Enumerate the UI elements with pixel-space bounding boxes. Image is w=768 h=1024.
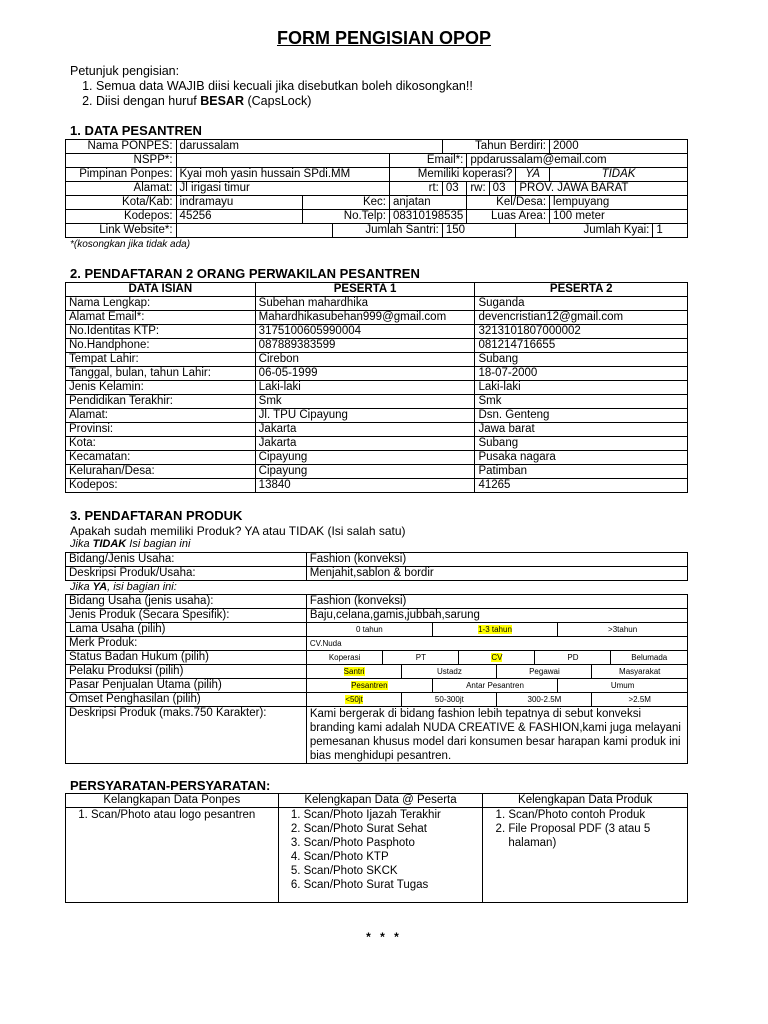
- note-text: Jika: [70, 581, 93, 593]
- lama-usaha-label: Lama Usaha (pilih): [66, 623, 307, 637]
- peserta-table: [65, 282, 688, 493]
- instruction-text: Diisi dengan huruf: [96, 94, 201, 108]
- persyaratan-col-ponpes: [66, 808, 279, 903]
- jika-ya-note: [70, 581, 177, 593]
- peserta-1-value[interactable]: Mahardhikasubehan999@gmail.com: [255, 311, 475, 325]
- peserta-1-value[interactable]: 3175100605990004: [255, 325, 475, 339]
- persyaratan-header-produk: Kelengkapan Data Produk: [483, 794, 688, 808]
- nama-ponpes-label: Nama PONPES:: [66, 140, 177, 154]
- instructions: [70, 64, 473, 109]
- peserta-field-label: Kecamatan:: [66, 451, 256, 465]
- persyaratan-table: [65, 793, 688, 903]
- peserta-1-value[interactable]: Cirebon: [255, 353, 475, 367]
- pimpinan-label: Pimpinan Ponpes:: [66, 168, 177, 182]
- page-title: FORM PENGISIAN OPOP: [276, 28, 492, 48]
- selected-highlight: CV: [491, 653, 503, 662]
- bidang-usaha-label: Bidang/Jenis Usaha:: [66, 553, 307, 567]
- table-row: [66, 325, 688, 339]
- produk-tidak-table: [65, 552, 688, 581]
- deskripsi-usaha-value[interactable]: Menjahit,sablon & bordir: [306, 567, 687, 581]
- merk-value[interactable]: CV.Nuda: [306, 637, 687, 651]
- instructions-heading: Petunjuk pengisian:: [70, 64, 180, 78]
- luas-area-label: Luas Area:: [467, 210, 550, 224]
- merk-label: Merk Produk:: [66, 637, 307, 651]
- peserta-1-value[interactable]: Jakarta: [255, 423, 475, 437]
- telp-label: No.Telp:: [303, 210, 390, 224]
- pasar-option[interactable]: Umum: [610, 681, 635, 690]
- omset-option[interactable]: [307, 693, 402, 706]
- koperasi-ya-option[interactable]: YA: [516, 168, 550, 182]
- lama-usaha-option[interactable]: >3tahun: [608, 625, 638, 634]
- note-emphasis: TIDAK: [92, 538, 127, 550]
- pelaku-option[interactable]: Masyarakat: [619, 667, 661, 676]
- requirement-item: 6. Scan/Photo Surat Tugas: [304, 878, 480, 892]
- peserta-field-label: Alamat:: [66, 409, 256, 423]
- jika-tidak-note: [70, 538, 190, 550]
- peserta-field-label: Kodepos:: [66, 479, 256, 493]
- pelaku-option[interactable]: [307, 665, 402, 678]
- deskripsi-produk-label: Deskripsi Produk (maks.750 Karakter):: [66, 707, 307, 764]
- peserta-1-value[interactable]: Cipayung: [255, 451, 475, 465]
- peserta-field-label: Pendidikan Terakhir:: [66, 395, 256, 409]
- status-grid: [307, 651, 687, 664]
- omset-grid: [307, 693, 687, 706]
- peserta-2-value[interactable]: Dsn. Genteng: [475, 409, 688, 423]
- nspp-value[interactable]: [176, 154, 389, 168]
- pelaku-options: [306, 665, 687, 679]
- pelaku-option[interactable]: Ustadz: [402, 665, 497, 678]
- kec-label: Kec:: [303, 196, 390, 210]
- selected-highlight: Pesantren: [351, 681, 388, 690]
- lama-usaha-option[interactable]: 0 tahun: [307, 623, 432, 636]
- persyaratan-col-produk: [483, 808, 688, 903]
- deskripsi-usaha-label: Deskripsi Produk/Usaha:: [66, 567, 307, 581]
- table-row: [66, 437, 688, 451]
- peserta-requirements-list: [282, 808, 480, 892]
- note-text: Jika: [70, 538, 93, 550]
- requirement-item: 1. Scan/Photo atau logo pesantren: [91, 808, 275, 822]
- peserta-field-label: Tempat Lahir:: [66, 353, 256, 367]
- peserta-header-2: PESERTA 2: [475, 283, 688, 297]
- jumlah-kyai-label: Jumlah Kyai:: [583, 224, 650, 236]
- kodepos-value[interactable]: 45256: [176, 210, 303, 224]
- instruction-text: (CapsLock): [244, 94, 312, 108]
- peserta-field-label: No.Handphone:: [66, 339, 256, 353]
- jumlah-kyai-cell: [516, 224, 688, 238]
- table-row: [66, 367, 688, 381]
- omset-option[interactable]: 300-2.5M: [497, 693, 592, 706]
- kel-label: Kel/Desa:: [467, 196, 550, 210]
- optional-note: *(kosongkan jika tidak ada): [70, 239, 191, 250]
- note-emphasis: YA: [92, 581, 108, 593]
- peserta-header-1: PESERTA 1: [255, 283, 475, 297]
- peserta-2-value[interactable]: Pusaka nagara: [475, 451, 688, 465]
- requirement-item: 1. Scan/Photo contoh Produk: [508, 808, 684, 822]
- instruction-item: [96, 94, 473, 109]
- pimpinan-value[interactable]: Kyai moh yasin hussain SPdi.MM: [176, 168, 389, 182]
- status-option[interactable]: PT: [383, 651, 459, 664]
- peserta-field-label: No.Identitas KTP:: [66, 325, 256, 339]
- omset-options: [306, 693, 687, 707]
- peserta-1-value[interactable]: 087889383599: [255, 339, 475, 353]
- note-text: , isi bagian ini:: [107, 581, 177, 593]
- peserta-2-value[interactable]: Jawa barat: [475, 423, 688, 437]
- pelaku-label: Pelaku Produksi (pilih): [66, 665, 307, 679]
- persyaratan-header-ponpes: Kelangkapan Data Ponpes: [66, 794, 279, 808]
- website-value[interactable]: [176, 224, 333, 238]
- rw-label: rw:: [467, 182, 489, 196]
- tahun-berdiri-label: Tahun Berdiri:: [442, 140, 549, 154]
- status-option[interactable]: PD: [535, 651, 611, 664]
- instruction-emphasis: BESAR: [200, 94, 244, 108]
- kel-value[interactable]: lempuyang: [550, 196, 688, 210]
- peserta-1-value[interactable]: 13840: [255, 479, 475, 493]
- email-value[interactable]: ppdarussalam@email.com: [467, 154, 688, 168]
- requirement-item: 2. Scan/Photo Surat Sehat: [304, 822, 480, 836]
- kota-value[interactable]: indramayu: [176, 196, 303, 210]
- pasar-grid: [307, 679, 687, 692]
- ponpes-requirements-list: [69, 808, 275, 822]
- section-4-heading: PERSYARATAN-PERSYARATAN:: [70, 778, 271, 793]
- pelaku-option[interactable]: Pegawai: [497, 665, 592, 678]
- omset-label: Omset Penghasilan (pilih): [66, 693, 307, 707]
- peserta-field-label: Nama Lengkap:: [66, 297, 256, 311]
- peserta-2-value[interactable]: Subang: [475, 437, 688, 451]
- data-pesantren-table: [65, 139, 688, 238]
- table-row: [66, 339, 688, 353]
- instruction-item: 1. Semua data WAJIB diisi kecuali jika disebutkan boleh dikosongkan!!: [96, 79, 473, 94]
- jumlah-santri-value[interactable]: 150: [442, 224, 515, 238]
- section-2-heading: 2. PENDAFTARAN 2 ORANG PERWAKILAN PESANTREN: [70, 266, 420, 281]
- rt-label: rt:: [389, 182, 442, 196]
- requirement-item: 5. Scan/Photo SKCK: [304, 864, 480, 878]
- requirement-item: 3. Scan/Photo Pasphoto: [304, 836, 480, 850]
- peserta-1-value[interactable]: Cipayung: [255, 465, 475, 479]
- status-options: [306, 651, 687, 665]
- luas-area-value[interactable]: 100 meter: [550, 210, 688, 224]
- peserta-2-value[interactable]: 3213101807000002: [475, 325, 688, 339]
- kec-value[interactable]: anjatan: [389, 196, 466, 210]
- table-row: [66, 451, 688, 465]
- peserta-2-value[interactable]: Patimban: [475, 465, 688, 479]
- table-row: [66, 479, 688, 493]
- bu-label: Bidang Usaha (jenis usaha):: [66, 595, 307, 609]
- telp-value[interactable]: 08310198535: [389, 210, 466, 224]
- persyaratan-col-peserta: [278, 808, 483, 903]
- peserta-2-value[interactable]: 081214716655: [475, 339, 688, 353]
- peserta-1-value[interactable]: Smk: [255, 395, 475, 409]
- table-row: [66, 311, 688, 325]
- rt-value[interactable]: 03: [442, 182, 466, 196]
- selected-highlight: 1-3 tahun: [478, 625, 512, 634]
- peserta-1-value[interactable]: Jakarta: [255, 437, 475, 451]
- bidang-usaha-value[interactable]: Fashion (konveksi): [306, 553, 687, 567]
- kota-label: Kota/Kab:: [66, 196, 177, 210]
- jumlah-kyai-value[interactable]: 1: [653, 224, 687, 237]
- table-row: [66, 353, 688, 367]
- peserta-1-value[interactable]: 06-05-1999: [255, 367, 475, 381]
- website-label: Link Website*:: [66, 224, 177, 238]
- pelaku-grid: [307, 665, 687, 678]
- section-3-heading: 3. PENDAFTARAN PRODUK: [70, 508, 243, 523]
- peserta-2-value[interactable]: 18-07-2000: [475, 367, 688, 381]
- peserta-2-value[interactable]: Smk: [475, 395, 688, 409]
- peserta-2-value[interactable]: devencristian12@gmail.com: [475, 311, 688, 325]
- table-row: [66, 409, 688, 423]
- selected-highlight: Santri: [343, 667, 365, 676]
- jenis-produk-value[interactable]: Baju,celana,gamis,jubbah,sarung: [306, 609, 687, 623]
- lama-usaha-option[interactable]: [432, 623, 557, 636]
- table-row: [66, 395, 688, 409]
- requirement-item: 2. File Proposal PDF (3 atau 5 halaman): [508, 822, 684, 850]
- deskripsi-produk-value[interactable]: Kami bergerak di bidang fashion lebih tepatnya di sebut konveksi branding kami adalah NUDA CREATIVE & FASHION,kami juga melayani pemesanan khusus model dari konsumen besar harapan kami produk ini bias menghidupi pesantren.: [306, 707, 687, 764]
- tahun-berdiri-value[interactable]: 2000: [550, 140, 688, 154]
- produk-requirements-list: [486, 808, 684, 850]
- lama-usaha-grid: [307, 623, 687, 636]
- lama-usaha-options: [306, 623, 687, 637]
- pasar-option[interactable]: Antar Pesantren: [432, 679, 557, 692]
- jenis-produk-label: Jenis Produk (Secara Spesifik):: [66, 609, 307, 623]
- status-option[interactable]: [459, 651, 535, 664]
- omset-option[interactable]: >2.5M: [628, 695, 651, 704]
- alamat-value[interactable]: Jl irigasi timur: [176, 182, 389, 196]
- requirement-item: 4. Scan/Photo KTP: [304, 850, 480, 864]
- footer-stars: * * *: [366, 930, 402, 944]
- peserta-1-value[interactable]: Jl. TPU Cipayung: [255, 409, 475, 423]
- table-row: [66, 423, 688, 437]
- requirement-item: 1. Scan/Photo Ijazah Terakhir: [304, 808, 480, 822]
- pasar-label: Pasar Penjualan Utama (pilih): [66, 679, 307, 693]
- peserta-field-label: Kota:: [66, 437, 256, 451]
- jumlah-kyai-inner: [516, 224, 687, 237]
- status-option[interactable]: Koperasi: [307, 651, 383, 664]
- section-1-heading: 1. DATA PESANTREN: [70, 123, 202, 138]
- peserta-field-label: Alamat Email*:: [66, 311, 256, 325]
- pasar-option[interactable]: [307, 679, 432, 692]
- peserta-1-value[interactable]: Laki-laki: [255, 381, 475, 395]
- peserta-2-value[interactable]: Subang: [475, 353, 688, 367]
- koperasi-label: Memiliki koperasi?: [389, 168, 515, 182]
- peserta-header-data: DATA ISIAN: [66, 283, 256, 297]
- table-row: [66, 465, 688, 479]
- peserta-field-label: Tanggal, bulan, tahun Lahir:: [66, 367, 256, 381]
- persyaratan-header-peserta: Kelengkapan Data @ Peserta: [278, 794, 483, 808]
- rw-value[interactable]: 03: [489, 182, 516, 196]
- peserta-field-label: Provinsi:: [66, 423, 256, 437]
- nama-ponpes-value[interactable]: darussalam: [176, 140, 442, 154]
- produk-question: Apakah sudah memiliki Produk? YA atau TIDAK (Isi salah satu): [70, 524, 406, 538]
- status-label: Status Badan Hukum (pilih): [66, 651, 307, 665]
- status-option[interactable]: Belumada: [631, 653, 668, 662]
- peserta-2-value[interactable]: 41265: [475, 479, 688, 493]
- bu-value[interactable]: Fashion (konveksi): [306, 595, 687, 609]
- email-label: Email*:: [389, 154, 466, 168]
- peserta-1-value[interactable]: Subehan mahardhika: [255, 297, 475, 311]
- table-row: [66, 381, 688, 395]
- note-text: Isi bagian ini: [126, 538, 191, 550]
- jumlah-santri-label: Jumlah Santri:: [333, 224, 443, 238]
- table-row: [66, 297, 688, 311]
- selected-highlight: <50jt: [345, 695, 363, 704]
- peserta-field-label: Kelurahan/Desa:: [66, 465, 256, 479]
- nspp-label: NSPP*:: [66, 154, 177, 168]
- pasar-options: [306, 679, 687, 693]
- omset-option[interactable]: 50-300jt: [402, 693, 497, 706]
- kodepos-label: Kodepos:: [66, 210, 177, 224]
- peserta-2-value[interactable]: Suganda: [475, 297, 688, 311]
- produk-ya-table: [65, 594, 688, 764]
- peserta-2-value[interactable]: Laki-laki: [475, 381, 688, 395]
- alamat-label: Alamat:: [66, 182, 177, 196]
- provinsi-value[interactable]: PROV. JAWA BARAT: [516, 182, 688, 196]
- koperasi-tidak-option[interactable]: TIDAK: [550, 168, 688, 182]
- peserta-field-label: Jenis Kelamin:: [66, 381, 256, 395]
